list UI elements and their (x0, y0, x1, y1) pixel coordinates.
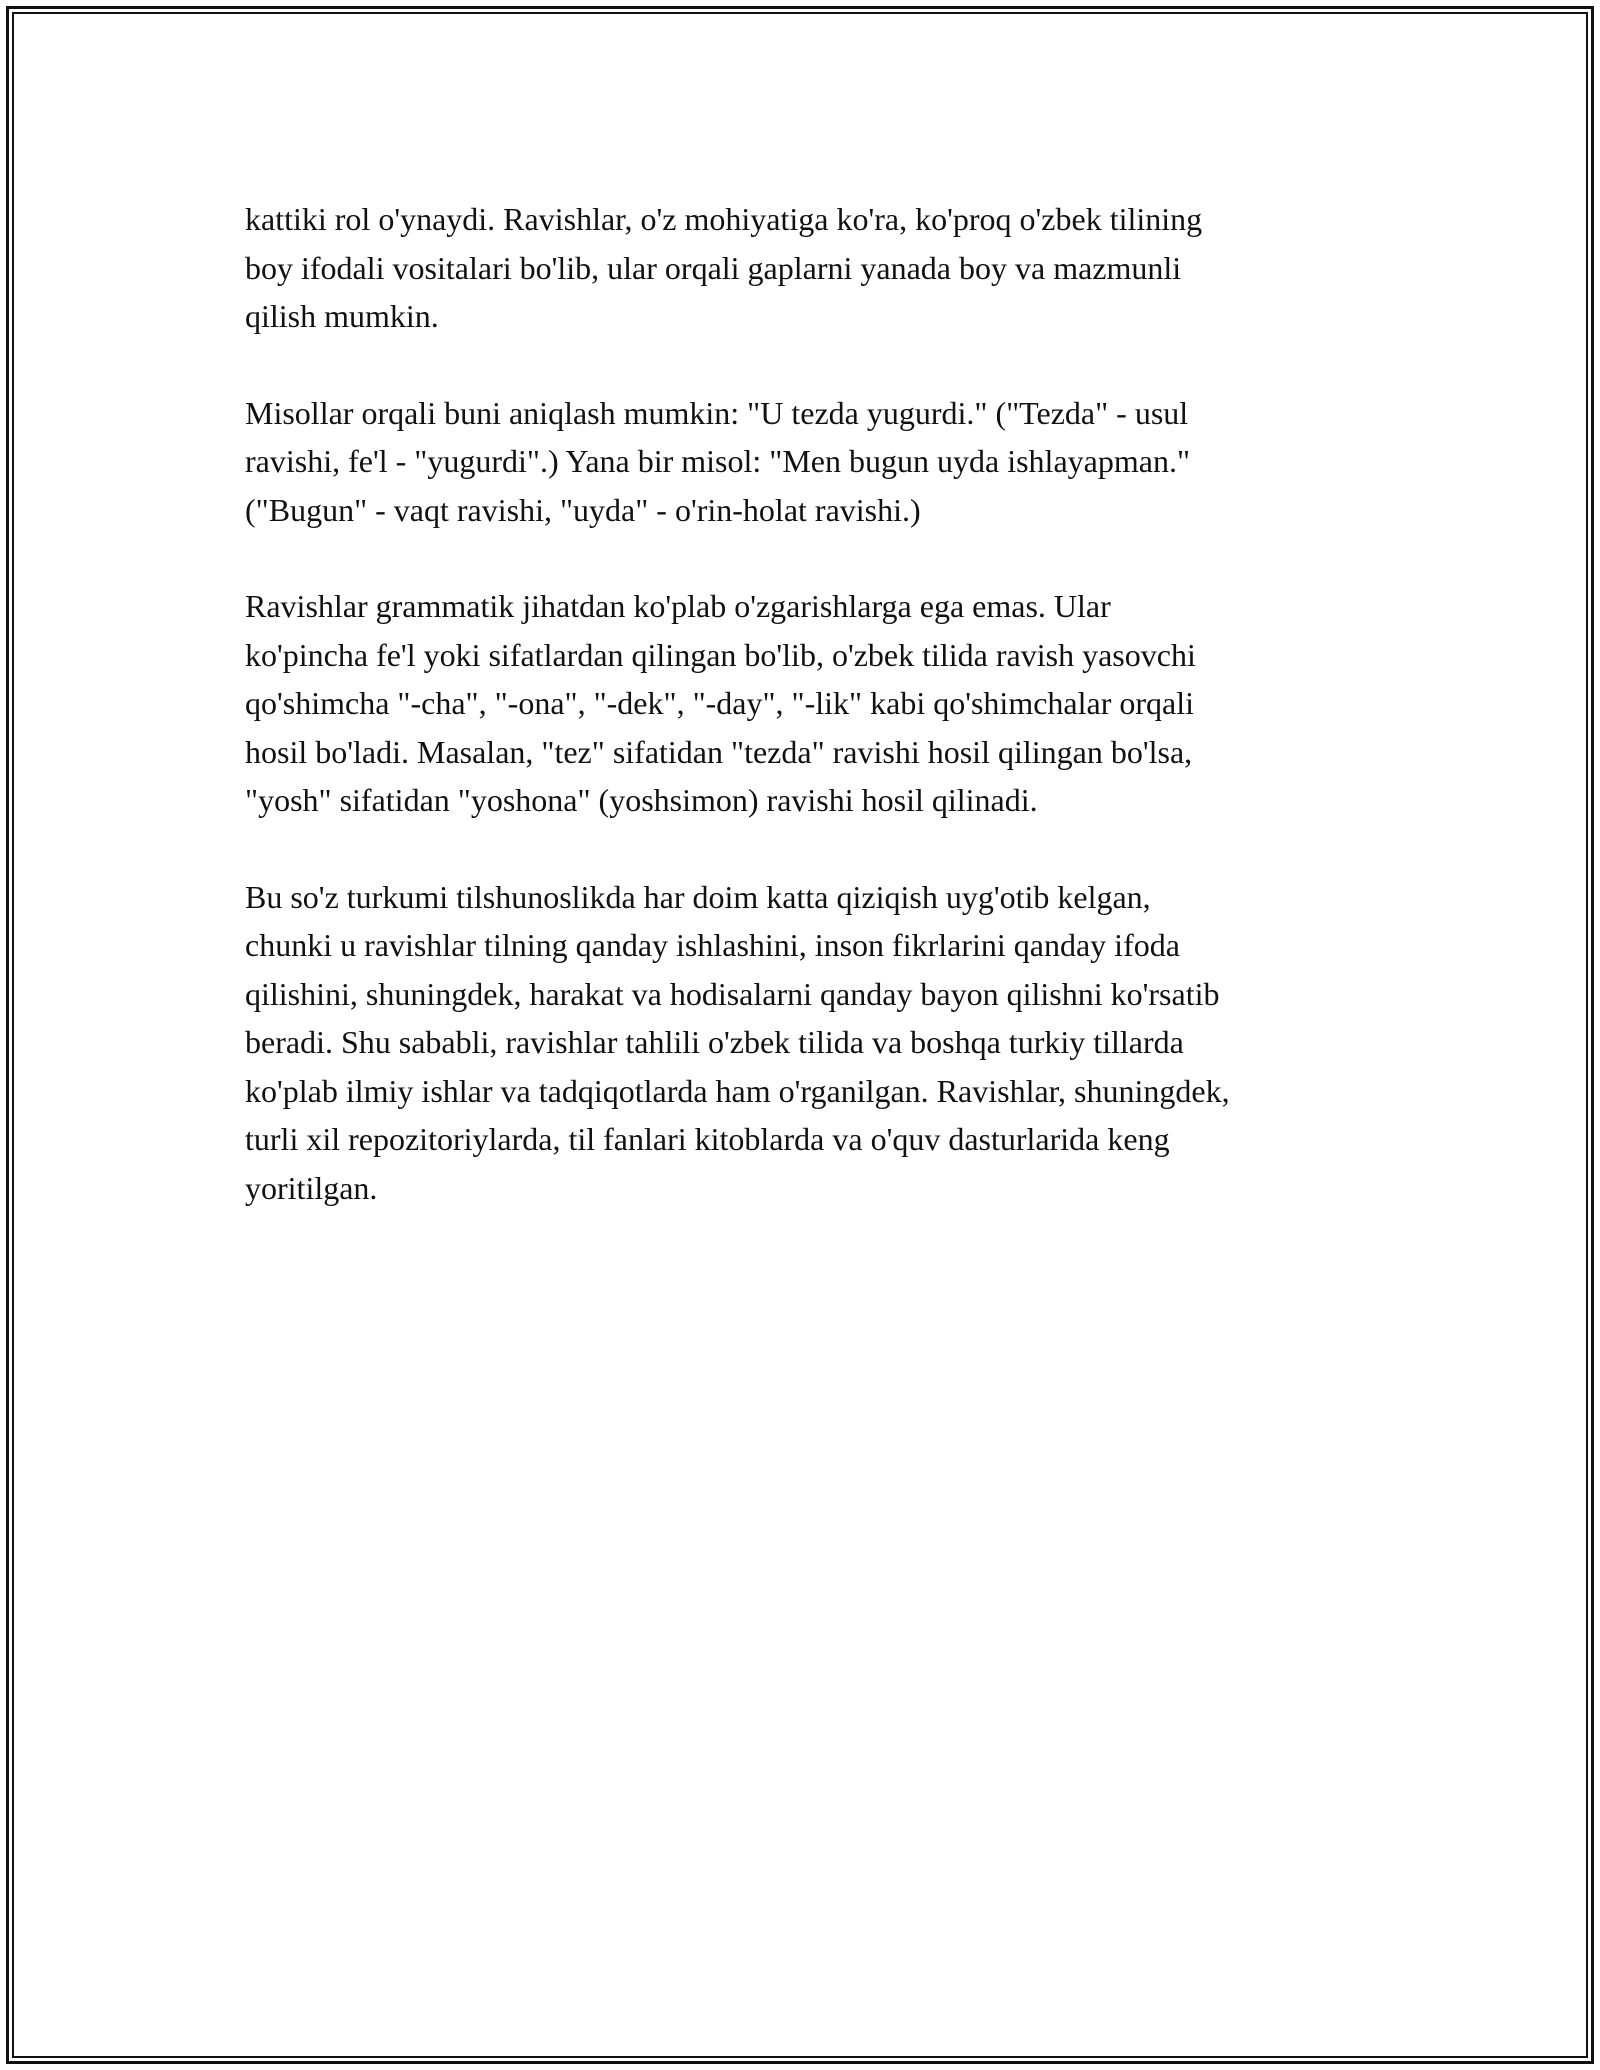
text-line: ko'pincha fe'l yoki sifatlardan qilingan bo'lib, o'zbek tilida ravish yasovchi (245, 636, 1196, 673)
text-line: Bu so'z turkumi tilshunoslikda har doim katta qiziqish uyg'otib kelgan, (245, 878, 1151, 915)
text-line: ravishi, fe'l - "yugurdi".) Yana bir misol: "Men bugun uyda ishlayapman." (245, 443, 1190, 479)
text-line: Ravishlar grammatik jihatdan ko'plab o'zgarishlarga ega emas. Ular (245, 588, 1111, 624)
page-border (6, 6, 1594, 2064)
paragraph (245, 389, 1385, 535)
text-line: chunki u ravishlar tilning qanday ishlashini, inson fikrlarini qanday ifoda (245, 927, 1180, 963)
text-line: yoritilgan. (245, 1169, 378, 1206)
text-line: hosil bo'ladi. Masalan, "tez" sifatidan "tezda" ravishi hosil qilingan bo'lsa, (245, 733, 1193, 770)
text-line: ko'plab ilmiy ishlar va tadqiqotlarda ham o'rganilgan. Ravishlar, shuningdek, (245, 1072, 1230, 1109)
text-line: boy ifodali vositalari bo'lib, ular orqali gaplarni yanada boy va mazmunli (245, 249, 1182, 286)
text-line: Misollar orqali buni aniqlash mumkin: "U tezda yugurdi." ("Tezda" - usul (245, 394, 1189, 431)
text-line: qilishini, shuningdek, harakat va hodisalarni qanday bayon qilishni ko'rsatib (245, 975, 1220, 1012)
paragraph (245, 582, 1385, 825)
text-line: kattiki rol o'ynaydi. Ravishlar, o'z mohiyatiga ko'ra, ko'proq o'zbek tilining (245, 201, 1203, 237)
text-line: qo'shimcha "-cha", "-ona", "-dek", "-day", "-lik" kabi qo'shimchalar orqali (245, 685, 1194, 721)
text-line: qilish mumkin. (245, 298, 439, 334)
document-body (245, 195, 1385, 1260)
text-line: "yosh" sifatidan "yoshona" (yoshsimon) ravishi hosil qilinadi. (245, 782, 1038, 818)
text-line: ("Bugun" - vaqt ravishi, "uyda" - o'rin-holat ravishi.) (245, 491, 921, 528)
paragraph (245, 873, 1385, 1213)
text-line: beradi. Shu sababli, ravishlar tahlili o'zbek tilida va boshqa turkiy tillarda (245, 1024, 1184, 1060)
text-line: turli xil repozitoriylarda, til fanlari kitoblarda va o'quv dasturlarida keng (245, 1121, 1170, 1157)
paragraph (245, 195, 1385, 341)
